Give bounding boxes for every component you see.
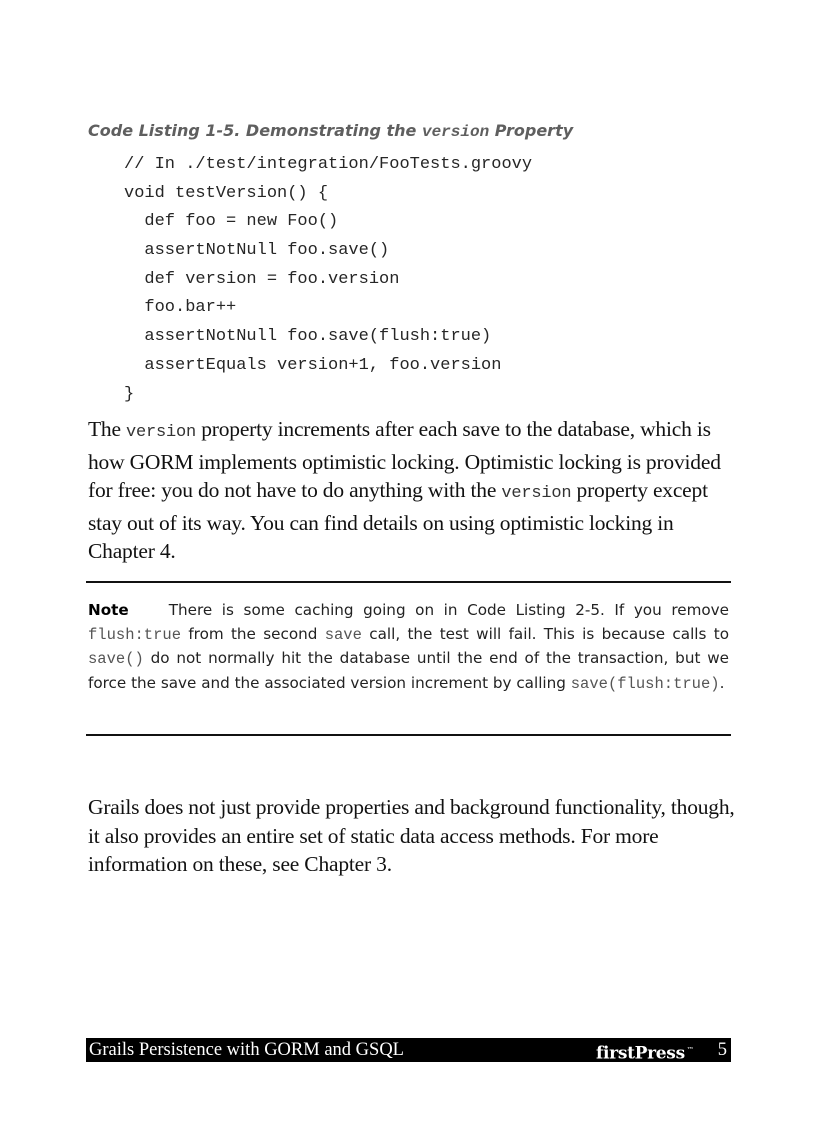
text-run: property increments after each save to the database, which is how GORM implements optimistic locking. Optimistic locking is provided for free: you do not have to do anything with the [88, 417, 721, 502]
page-number: 5 [717, 1040, 727, 1060]
code-line: } [124, 384, 135, 404]
note-top-rule [86, 581, 731, 583]
code-line: def version = foo.version [124, 269, 400, 289]
code-line: void testVersion() { [124, 183, 329, 203]
note-box [88, 599, 729, 697]
footer-book-title: Grails Persistence with GORM and GSQL [89, 1040, 404, 1060]
text-run: from the second [181, 624, 325, 643]
code-line: assertEquals version+1, foo.version [124, 355, 502, 375]
code-listing-caption [88, 121, 573, 141]
text-run: call, the test will fail. This is because calls to [361, 624, 729, 643]
text-run: do not normally hit the database until the end of the transaction, but we force the save and the associated version increment by calling [88, 649, 729, 693]
text-run: property except stay out of its way. You can find details on using optimistic locking in Chapter 4. [88, 478, 708, 563]
code-listing [124, 151, 532, 409]
publisher-name: firstPress [596, 1043, 685, 1064]
caption-code: version [421, 123, 490, 141]
code-line: assertNotNull foo.save(flush:true) [124, 327, 492, 347]
inline-code: save() [88, 650, 144, 669]
publisher-logo [596, 1039, 694, 1065]
inline-code: version [126, 423, 197, 442]
code-line: def foo = new Foo() [124, 212, 339, 232]
code-line: foo.bar++ [124, 298, 237, 318]
code-line: assertNotNull foo.save() [124, 241, 390, 261]
text-run: There is some caching going on in Code Listing 2-5. If you remove [168, 601, 729, 619]
text-run: . [719, 674, 725, 693]
inline-code: save [324, 625, 362, 644]
page-footer [86, 1038, 731, 1062]
body-paragraph-version [88, 415, 738, 566]
body-paragraph-static-methods: Grails does not just provide properties and background functionality, though, it also provides an entire set of static data access methods. For more information on these, see Chapter 3. [88, 795, 735, 876]
caption-prefix: Code Listing 1-5. Demonstrating the [88, 121, 422, 140]
note-label: Note [88, 601, 129, 619]
inline-code: version [501, 484, 572, 503]
text-run: The [88, 417, 127, 441]
inline-code: flush:true [88, 625, 182, 644]
code-line: // In ./test/integration/FooTests.groovy [124, 155, 533, 174]
note-bottom-rule [86, 734, 731, 736]
inline-code: save(flush:true) [570, 675, 720, 694]
trademark-symbol: ™ [686, 1046, 694, 1054]
caption-suffix: Property [489, 121, 574, 140]
